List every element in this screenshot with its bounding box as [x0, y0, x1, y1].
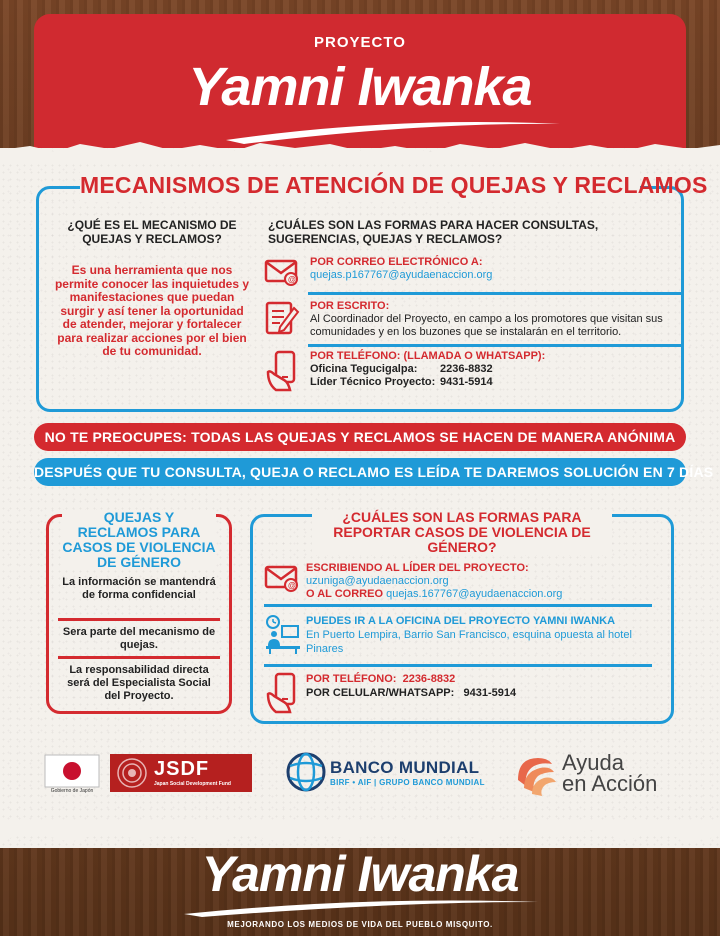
email-icon [264, 256, 300, 286]
divider [264, 664, 652, 667]
world-bank-name: BANCO MUNDIAL [330, 758, 480, 777]
footer-tagline: MEJORANDO LOS MEDIOS DE VIDA DEL PUEBLO MISQUITO. [227, 920, 493, 929]
report-phone-label: POR TELÉFONO: [306, 673, 397, 685]
svg-text:@: @ [288, 275, 296, 284]
email-value[interactable]: quejas.p167767@ayudaenaccion.org [310, 269, 493, 281]
report-office-value: En Puerto Lempira, Barrio San Francisco, esquina opuesta al hotel Pinares [306, 629, 632, 655]
ayuda-line1: Ayuda [562, 750, 624, 775]
main-title: MECANISMOS DE ATENCIÓN DE QUEJAS Y RECLAMOS [80, 168, 640, 202]
written-label: POR ESCRITO: [310, 300, 390, 312]
anonymous-banner: NO TE PREOCUPES: TODAS LAS QUEJAS Y RECLAMOS SE HACEN DE MANERA ANÓNIMA [34, 423, 686, 451]
footer-logo: Yamni Iwanka [201, 846, 519, 902]
jsdf-logo [110, 754, 252, 792]
ayuda-line2: en Acción [562, 771, 658, 796]
pencil-paper-icon [264, 300, 300, 336]
header-proyecto: PROYECTO [314, 34, 406, 51]
divider [264, 604, 652, 607]
violence-item: La responsabilidad directa será del Especialista Social del Proyecto. [67, 664, 211, 702]
ayuda-en-accion-icon [512, 752, 558, 796]
japan-caption: Gobierno de Japón [50, 788, 94, 794]
divider [58, 656, 220, 659]
divider [308, 344, 684, 347]
report-cell-label: POR CELULAR/WHATSAPP: [306, 687, 455, 699]
report-email1[interactable]: uzuniga@ayudaenaccion.org [306, 575, 449, 587]
report-office-channel [264, 614, 664, 658]
violence-title: QUEJAS Y RECLAMOS PARA CASOS DE VIOLENCIA DE GÉNERO [62, 509, 216, 570]
jsdf-subtitle: Japan Social Development Fund [154, 781, 231, 787]
violence-item: La información se mantendrá de forma confidencial [62, 576, 216, 601]
email-icon [264, 562, 300, 592]
email-channel [264, 256, 684, 288]
footer-swoosh-icon [182, 898, 542, 918]
japan-flag-icon [44, 754, 100, 788]
phone-hand-icon [264, 350, 302, 392]
report-email-label1: ESCRIBIENDO AL LÍDER DEL PROYECTO: [306, 562, 529, 574]
jsdf-text: JSDF [154, 758, 210, 780]
what-is-question: ¿QUÉ ES EL MECANISMO DE QUEJAS Y RECLAMOS? [67, 218, 237, 246]
svg-text:@: @ [288, 581, 296, 590]
phone-label: POR TELÉFONO: (LLAMADA O WHATSAPP): [310, 350, 546, 362]
written-channel [264, 300, 684, 342]
world-bank-globe-icon [284, 750, 328, 794]
office-desk-icon [264, 614, 302, 654]
phone-row [310, 363, 680, 376]
phone-row-number[interactable]: 2236-8832 [440, 363, 493, 375]
phone-row-name: Oficina Tegucigalpa: [310, 363, 418, 375]
torn-edge-top [0, 136, 720, 160]
header-logo: Yamni Iwanka [188, 57, 532, 117]
phone-row-name: Líder Técnico Proyecto: [310, 376, 436, 388]
report-office-label: PUEDES IR A LA OFICINA DEL PROYECTO YAMNI IWANKA [306, 615, 616, 627]
violence-item: Sera parte del mecanismo de quejas. [62, 626, 216, 651]
jsdf-emblem-icon [112, 754, 152, 792]
ayuda-en-accion-name [562, 752, 657, 794]
report-email2[interactable]: quejas.167767@ayudaenaccion.org [386, 588, 563, 600]
email-label: POR CORREO ELECTRÓNICO A: [310, 256, 483, 268]
phone-row [310, 376, 680, 389]
report-title: ¿CUÁLES SON LAS FORMAS PARA REPORTAR CASOS DE VIOLENCIA DE GÉNERO? [312, 510, 612, 555]
divider [58, 618, 220, 621]
what-is-answer: Es una herramienta que nos permite conocer las inquietudes y manifestaciones que puedan surgir y así tener la oportunidad de atender, mejorar y fortalecer para realizar acciones por el bien de tu comunidad. [54, 263, 250, 358]
report-email-channel [264, 562, 664, 600]
divider [308, 292, 684, 295]
solution-banner: DESPUÉS QUE TU CONSULTA, QUEJA O RECLAMO ES LEÍDA TE DAREMOS SOLUCIÓN EN 7 DÍAS [34, 458, 686, 486]
report-email-label2: O AL CORREO [306, 588, 384, 600]
forms-question: ¿CUÁLES SON LAS FORMAS PARA HACER CONSULTAS, SUGERENCIAS, QUEJAS Y RECLAMOS? [268, 218, 599, 246]
written-value: Al Coordinador del Proyecto, en campo a los promotores que visitan sus comunidades y en los buzones que se instalarán en el territorio. [310, 313, 663, 338]
phone-hand-icon [264, 672, 302, 714]
phone-channel [264, 350, 684, 396]
report-cell-number[interactable]: 9431-5914 [463, 687, 517, 699]
world-bank-subtitle: BIRF • AIF | GRUPO BANCO MUNDIAL [330, 778, 485, 787]
report-phone-number[interactable]: 2236-8832 [402, 673, 456, 685]
phone-row-number[interactable]: 9431-5914 [440, 376, 493, 388]
report-phone-channel [264, 672, 664, 714]
